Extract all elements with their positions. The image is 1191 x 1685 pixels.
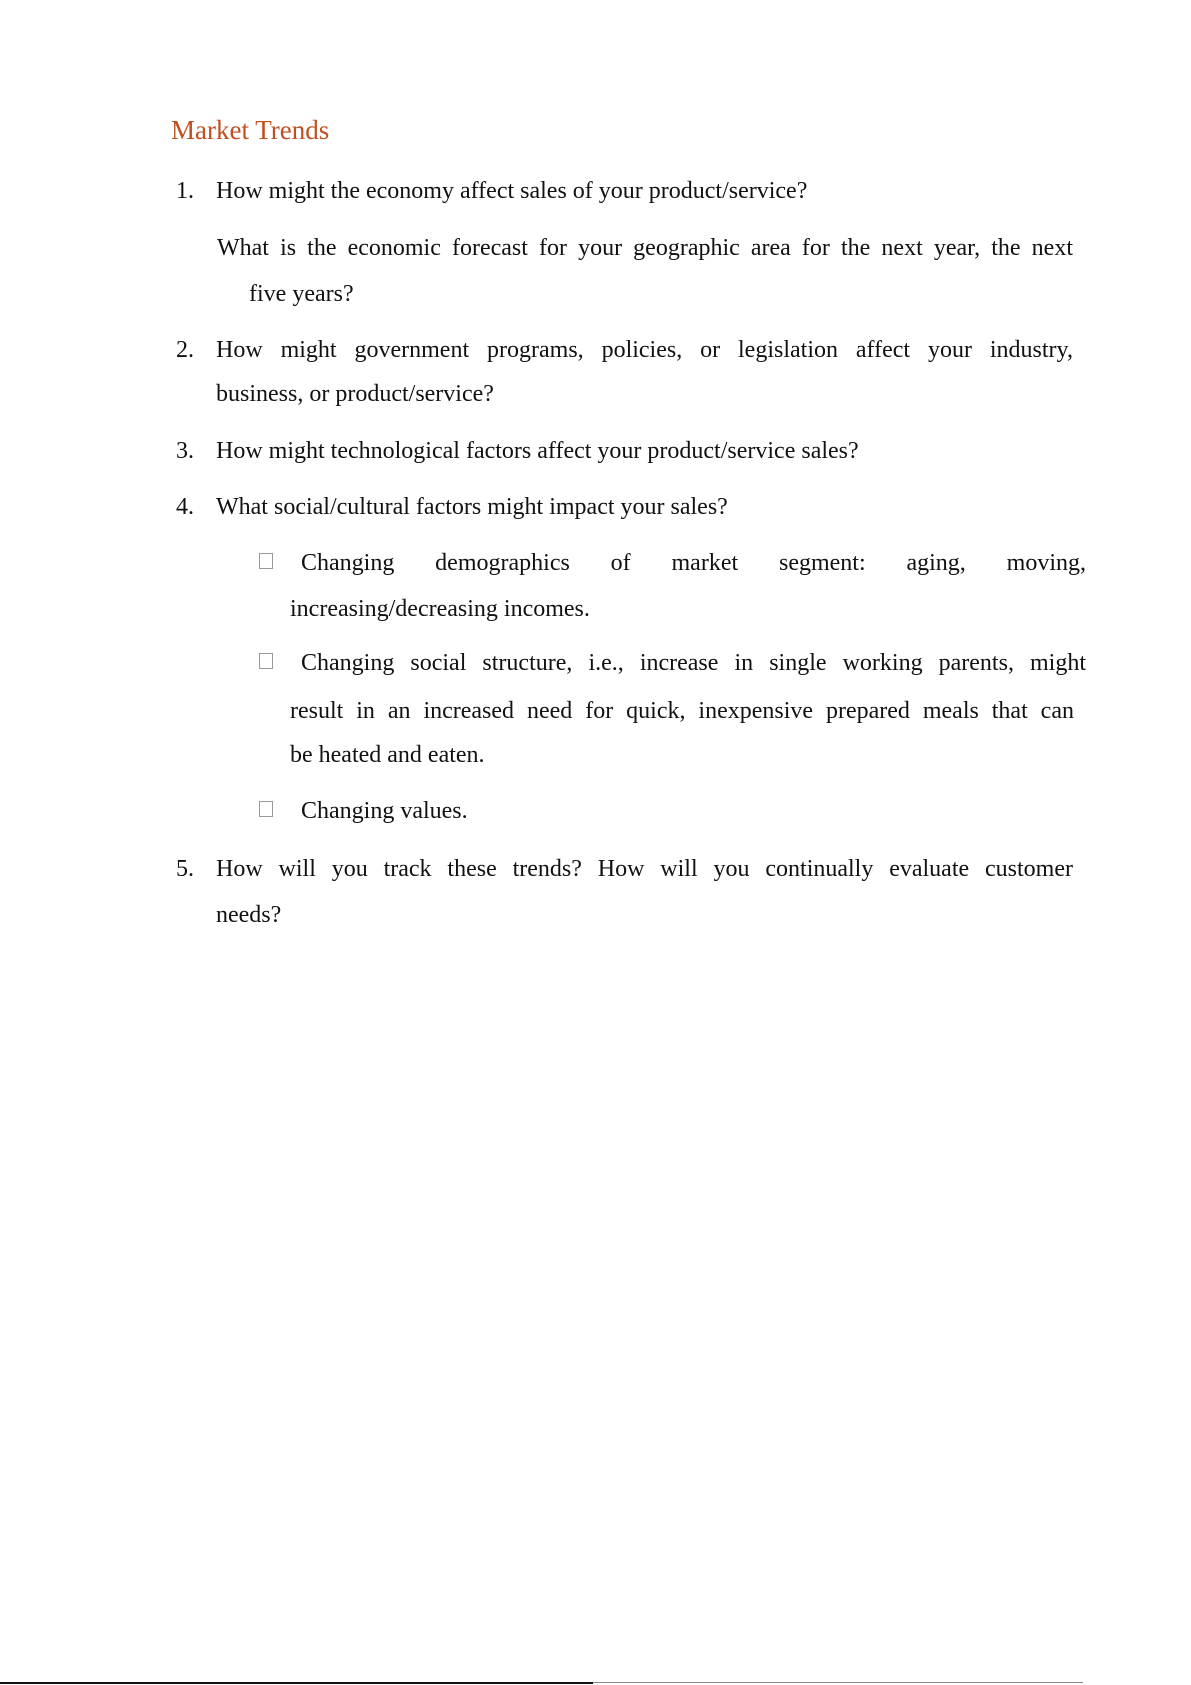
item-subtext: five years?: [249, 281, 354, 307]
bullet-text: increasing/decreasing incomes.: [290, 596, 590, 622]
bullet-text: Changing demographics of market segment: aging, moving,: [301, 550, 1086, 576]
page-bottom-rule: [0, 1682, 593, 1684]
page-bottom-rule: [593, 1682, 1083, 1683]
item-text: How might government programs, policies, or legislation affect your industry,: [216, 337, 1073, 363]
item-text: What social/cultural factors might impact your sales?: [216, 494, 728, 520]
item-text: How will you track these trends? How will you continually evaluate customer: [216, 856, 1073, 882]
item-text: How might technological factors affect your product/service sales?: [216, 438, 859, 464]
item-number: 2.: [176, 337, 194, 363]
item-number: 5.: [176, 856, 194, 882]
bullet-text: be heated and eaten.: [290, 742, 485, 768]
item-number: 4.: [176, 494, 194, 520]
bullet-text: Changing values.: [301, 798, 468, 824]
checkbox-icon: [259, 801, 273, 817]
checkbox-icon: [259, 553, 273, 569]
bullet-text: result in an increased need for quick, inexpensive prepared meals that can: [290, 698, 1074, 724]
item-text: needs?: [216, 902, 282, 928]
item-text: business, or product/service?: [216, 381, 494, 407]
section-heading: Market Trends: [171, 115, 330, 145]
item-number: 1.: [176, 178, 194, 204]
checkbox-icon: [259, 653, 273, 669]
bullet-text: Changing social structure, i.e., increase in single working parents, might: [301, 650, 1086, 676]
item-number: 3.: [176, 438, 194, 464]
item-subtext: What is the economic forecast for your geographic area for the next year, the next: [217, 235, 1073, 261]
item-text: How might the economy affect sales of your product/service?: [216, 178, 808, 204]
